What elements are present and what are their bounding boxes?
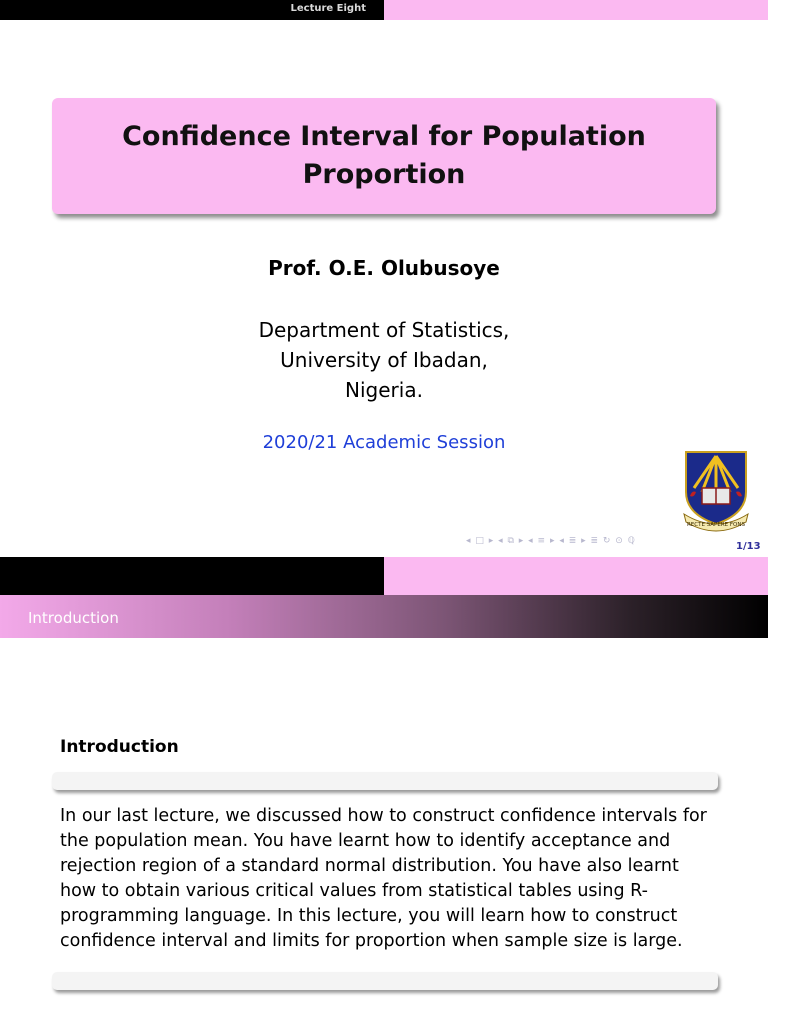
introduction-paragraph: In our last lecture, we discussed how to construct confidence intervals for the population mean. You have learnt how to identify acceptance and rejection region of a standard normal distribution. You have also learnt how to obtain various critical values from statistical tables using R-programming language. In this lecture, you will learn how to construct confidence interval and limits for proportion when sample size is large. [60, 806, 707, 951]
beamer-navigation-icons[interactable]: ◂ □ ▸ ◂ ⧉ ▸ ◂ ≡ ▸ ◂ ≣ ▸ ≣ ↻ ⊙ ℚ [466, 536, 636, 546]
page-number: 1/13 [736, 541, 761, 552]
section-title: Introduction [28, 609, 119, 627]
slide-header-strip [0, 0, 768, 20]
header-lecture-label: Lecture Eight [290, 3, 366, 14]
section-header-bar [0, 595, 768, 638]
slide-footer [0, 557, 805, 595]
author-name: Prof. O.E. Olubusoye [268, 256, 500, 280]
footer-short-title: C.I% [785, 561, 805, 571]
header-pink-panel [384, 0, 768, 20]
slide-title: Confidence Interval for Population Proportion [122, 121, 646, 190]
block-top-rule [52, 772, 718, 790]
affiliation-line-country: Nigeria. [345, 378, 423, 402]
university-crest-logo [680, 448, 752, 532]
footer-pink-panel [384, 557, 805, 595]
header-black-panel [0, 0, 384, 20]
affiliation-line-department: Department of Statistics, [258, 318, 510, 342]
affiliation [0, 315, 768, 405]
footer-black-panel [0, 557, 384, 595]
title-box [52, 98, 716, 214]
block-title: Introduction [60, 737, 179, 757]
block-bottom-rule [52, 972, 718, 990]
crest-motto: RECTE SAPERE FONS [686, 522, 746, 528]
affiliation-line-university: University of Ibadan, [280, 348, 488, 372]
academic-session: 2020/21 Academic Session [262, 432, 506, 453]
